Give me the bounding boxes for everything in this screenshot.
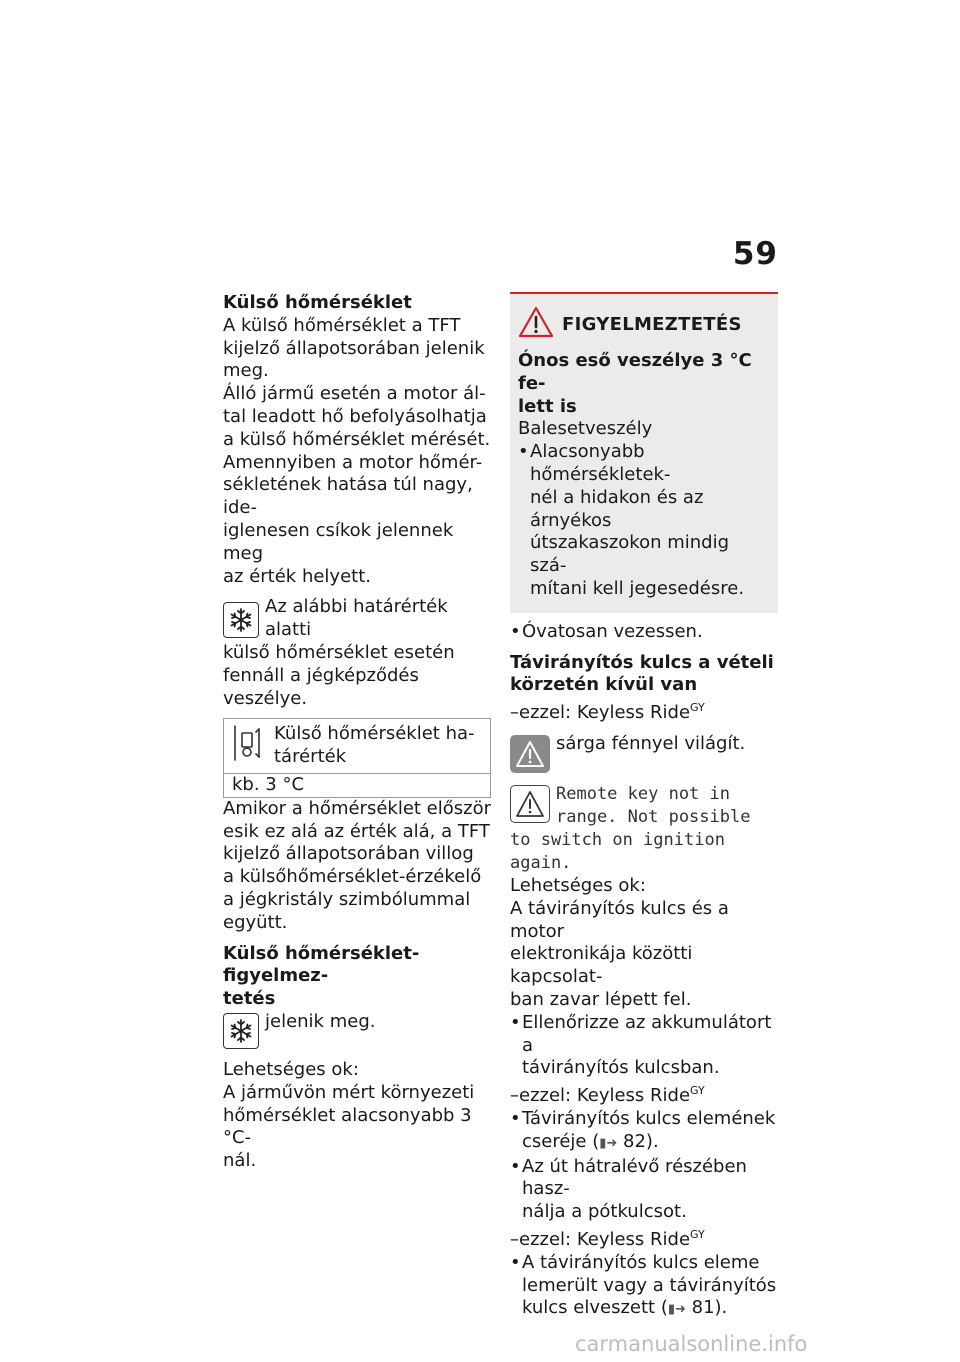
snowflake-icon bbox=[223, 602, 259, 638]
text-line: tal leadott hő befolyásolhatja bbox=[223, 405, 487, 427]
display-message-paragraph bbox=[510, 783, 778, 875]
cause-title: Lehetséges ok: bbox=[510, 874, 646, 896]
left-column bbox=[223, 292, 491, 1173]
text-line: sárga fénnyel világít. bbox=[556, 732, 746, 754]
warning-header bbox=[518, 306, 770, 342]
warning-box bbox=[510, 292, 778, 613]
text-line: külső hőmérséklet esetén bbox=[223, 641, 455, 663]
text-line: a külső hőmérséklet mérését. bbox=[223, 428, 491, 450]
yellow-light-paragraph bbox=[510, 733, 778, 775]
warning-heading: Ónos eső veszélye 3 °C fe- bbox=[518, 350, 752, 394]
keyless-ride-note: –ezzel: Keyless Ride$^{GY}$ bbox=[510, 1084, 705, 1107]
text-line: ban zavar lépett fel. bbox=[510, 988, 692, 1010]
page-reference-link[interactable]: 82). bbox=[623, 1130, 659, 1152]
text-line: sékletének hatása túl nagy, ide- bbox=[223, 474, 473, 519]
text-line: jelenik meg. bbox=[265, 1010, 376, 1032]
list-item: • Ellenőrizze az akkumulátort a távirányítós kulcsban. bbox=[510, 1012, 778, 1080]
list-item: • Az út hátralévő részében hasz- nálja a pótkulcsot. bbox=[510, 1156, 778, 1224]
text-line: A távirányítós kulcs és a motor bbox=[510, 897, 729, 942]
table-header-row bbox=[224, 719, 490, 774]
threshold-table bbox=[223, 718, 491, 797]
text-line: Az alábbi határérték alatti bbox=[265, 596, 448, 641]
temp-warning-paragraph bbox=[223, 1011, 491, 1051]
section-heading-temp-warning: Külső hőmérséklet-figyelmez- bbox=[223, 942, 420, 987]
text-line: nál. bbox=[223, 1150, 257, 1172]
snowflake-icon bbox=[223, 1013, 259, 1049]
warning-triangle-icon bbox=[518, 306, 554, 342]
warning-triangle-icon bbox=[510, 785, 550, 823]
reference-arrow-icon: ▮➜ bbox=[599, 1135, 618, 1151]
keyless-ride-note: –ezzel: Keyless Ride$^{GY}$ bbox=[510, 701, 705, 724]
display-message-line: Remote key not in bbox=[556, 783, 730, 804]
section-heading-remote-key: Távirányítós kulcs a vételi bbox=[510, 651, 774, 673]
table-label-line: tárérték bbox=[274, 746, 347, 768]
section-heading-temp-warning: tetés bbox=[223, 988, 276, 1010]
text-line: Álló jármű esetén a motor ál- bbox=[223, 383, 486, 405]
cause-title: Lehetséges ok: bbox=[223, 1058, 359, 1080]
page-reference-link[interactable]: 81). bbox=[691, 1297, 728, 1319]
text-line: A külső hőmérséklet a TFT bbox=[223, 314, 461, 336]
warning-title: FIGYELMEZTETÉS bbox=[562, 313, 742, 335]
right-column bbox=[510, 292, 778, 1322]
paragraph-2 bbox=[223, 383, 491, 588]
text-line: A járművön mért környezeti bbox=[223, 1081, 475, 1103]
section-heading-outside-temp: Külső hőmérséklet bbox=[223, 292, 412, 313]
list-item: • A távirányítós kulcs eleme lemerült vagy a távirányítós kulcs elveszett (▮➜ 81). bbox=[510, 1252, 778, 1322]
paragraph-1 bbox=[223, 315, 491, 383]
list-item: • Óvatosan vezessen. bbox=[510, 621, 778, 644]
text-line: kijelző állapotsorában jelenik bbox=[223, 337, 485, 359]
text-line: az érték helyett. bbox=[223, 565, 371, 587]
text-line: a külsőhőmérséklet-érzékelő bbox=[223, 866, 482, 888]
text-line: hőmérséklet alacsonyabb 3 °C- bbox=[223, 1104, 472, 1149]
list-item: • Alacsonyabb hőmérsékletek- nél a hidakon és az árnyékos útszakaszokon mindig szá- mítani kell jegesedésre. bbox=[518, 441, 770, 601]
table-value: kb. 3 °C bbox=[232, 773, 305, 795]
list-item: • Távirányítós kulcs elemének cseréje (▮➜ 82). bbox=[510, 1108, 778, 1156]
thermometer-icon bbox=[232, 723, 268, 769]
section-heading-remote-key: körzetén kívül van bbox=[510, 674, 698, 696]
page-number: 59 bbox=[732, 236, 778, 272]
table-value-row bbox=[224, 774, 490, 797]
ice-warning-paragraph bbox=[223, 596, 491, 710]
display-message-line: again. bbox=[510, 852, 572, 873]
display-message-line: range. Not possible bbox=[556, 806, 751, 827]
table-label-line: Külső hőmérséklet ha- bbox=[274, 723, 475, 745]
text-line: Amennyiben a motor hőmér- bbox=[223, 451, 483, 473]
text-line: esik ez alá az érték alá, a TFT bbox=[223, 820, 490, 842]
paragraph-3 bbox=[223, 798, 491, 935]
display-message-line: to switch on ignition bbox=[510, 829, 725, 850]
keyless-ride-note: –ezzel: Keyless Ride$^{GY}$ bbox=[510, 1227, 705, 1250]
warning-subtitle: Balesetveszély bbox=[518, 418, 653, 440]
watermark: carmanualsonline.info bbox=[575, 1332, 808, 1356]
text-line: meg. bbox=[223, 360, 269, 382]
text-line: iglenesen csíkok jelennek meg bbox=[223, 519, 454, 564]
text-line: elektronikája közötti kapcsolat- bbox=[510, 943, 693, 988]
warning-triangle-icon bbox=[510, 735, 550, 773]
text-line: a jégkristály szimbólummal bbox=[223, 888, 471, 910]
text-line: kijelző állapotsorában villog bbox=[223, 843, 474, 865]
reference-arrow-icon: ▮➜ bbox=[667, 1302, 686, 1318]
text-line: fennáll a jégképződés veszélye. bbox=[223, 664, 419, 709]
text-line: Amikor a hőmérséklet először bbox=[223, 797, 492, 819]
warning-heading: lett is bbox=[518, 395, 577, 417]
text-line: együtt. bbox=[223, 911, 288, 933]
